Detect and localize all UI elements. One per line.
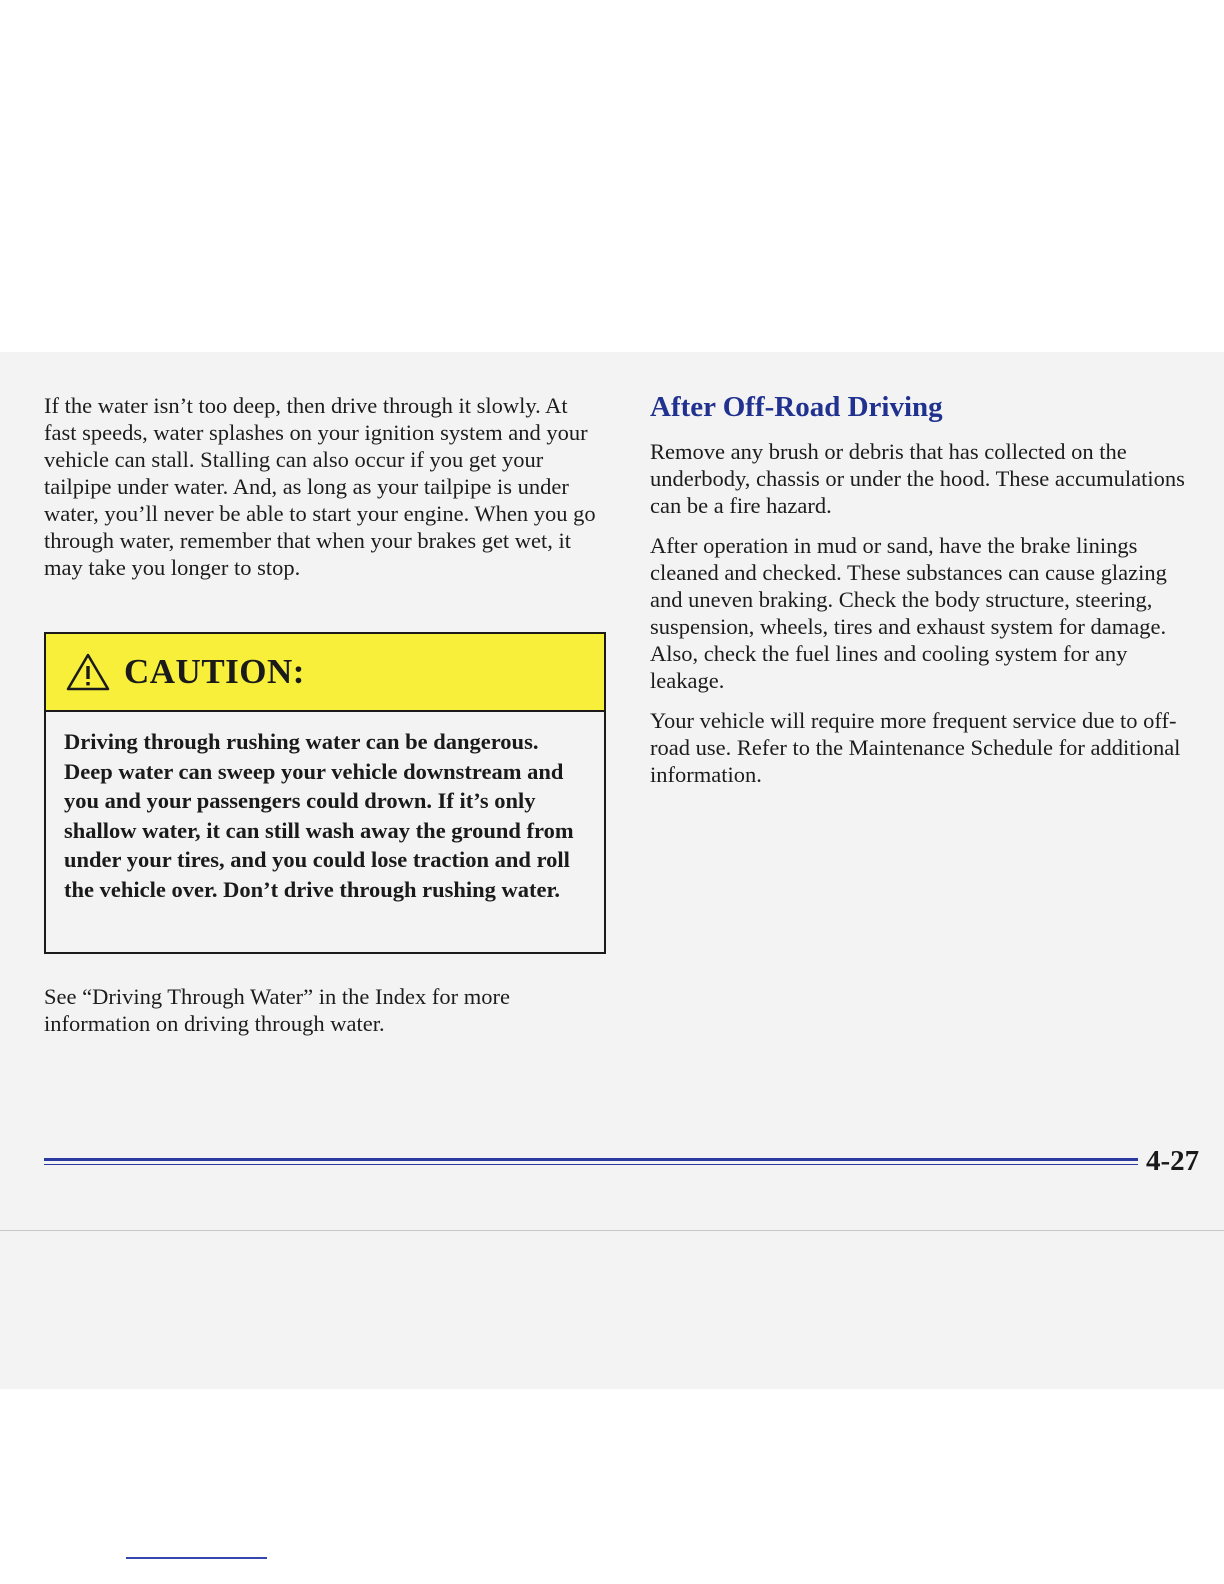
- caution-header: [46, 634, 604, 712]
- bottom-link-underline: [126, 1557, 267, 1559]
- page-divider: [0, 1230, 1224, 1231]
- caution-title: CAUTION:: [124, 652, 305, 691]
- debris-paragraph: Remove any brush or debris that has collected on the underbody, chassis or under the hood. These accumulations can be a fire hazard.: [650, 439, 1185, 518]
- see-also-paragraph: See “Driving Through Water” in the Index for more information on driving through water.: [44, 984, 510, 1036]
- page-number: 4-27: [1146, 1145, 1200, 1177]
- service-paragraph: Your vehicle will require more frequent service due to off-road use. Refer to the Maintenance Schedule for additional information.: [650, 708, 1181, 787]
- section-heading: After Off-Road Driving: [650, 391, 943, 423]
- brake-check-paragraph: After operation in mud or sand, have the brake linings cleaned and checked. These substances can cause glazing and uneven braking. Check the body structure, steering, suspension, wheels, tires and exhaust system for damage. Also, check the fuel lines and cooling system for any leakage.: [650, 533, 1167, 693]
- see-also-note: [44, 983, 604, 1037]
- warning-triangle-icon: [66, 653, 110, 691]
- right-column: [650, 390, 1190, 801]
- footer-rule-thick: [44, 1158, 1138, 1161]
- left-column: [44, 392, 604, 581]
- water-driving-paragraph: If the water isn’t too deep, then drive through it slowly. At fast speeds, water splashes on your ignition system and your vehicle can stall. Stalling can also occur if you get your tailpipe under water. And, as long as your tailpipe is under water, you’ll never be able to start your engine. When you go through water, remember that when your brakes get wet, it may take you longer to stop.: [44, 393, 596, 580]
- caution-text: Driving through rushing water can be dangerous. Deep water can sweep your vehicle downstream and you and your passengers could drown. If it’s only shallow water, it can still wash away the ground from under your tires, and you could lose traction and roll the vehicle over. Don’t drive through rushing water.: [64, 729, 574, 902]
- caution-box: [44, 632, 606, 954]
- footer-rule-thin: [44, 1164, 1138, 1165]
